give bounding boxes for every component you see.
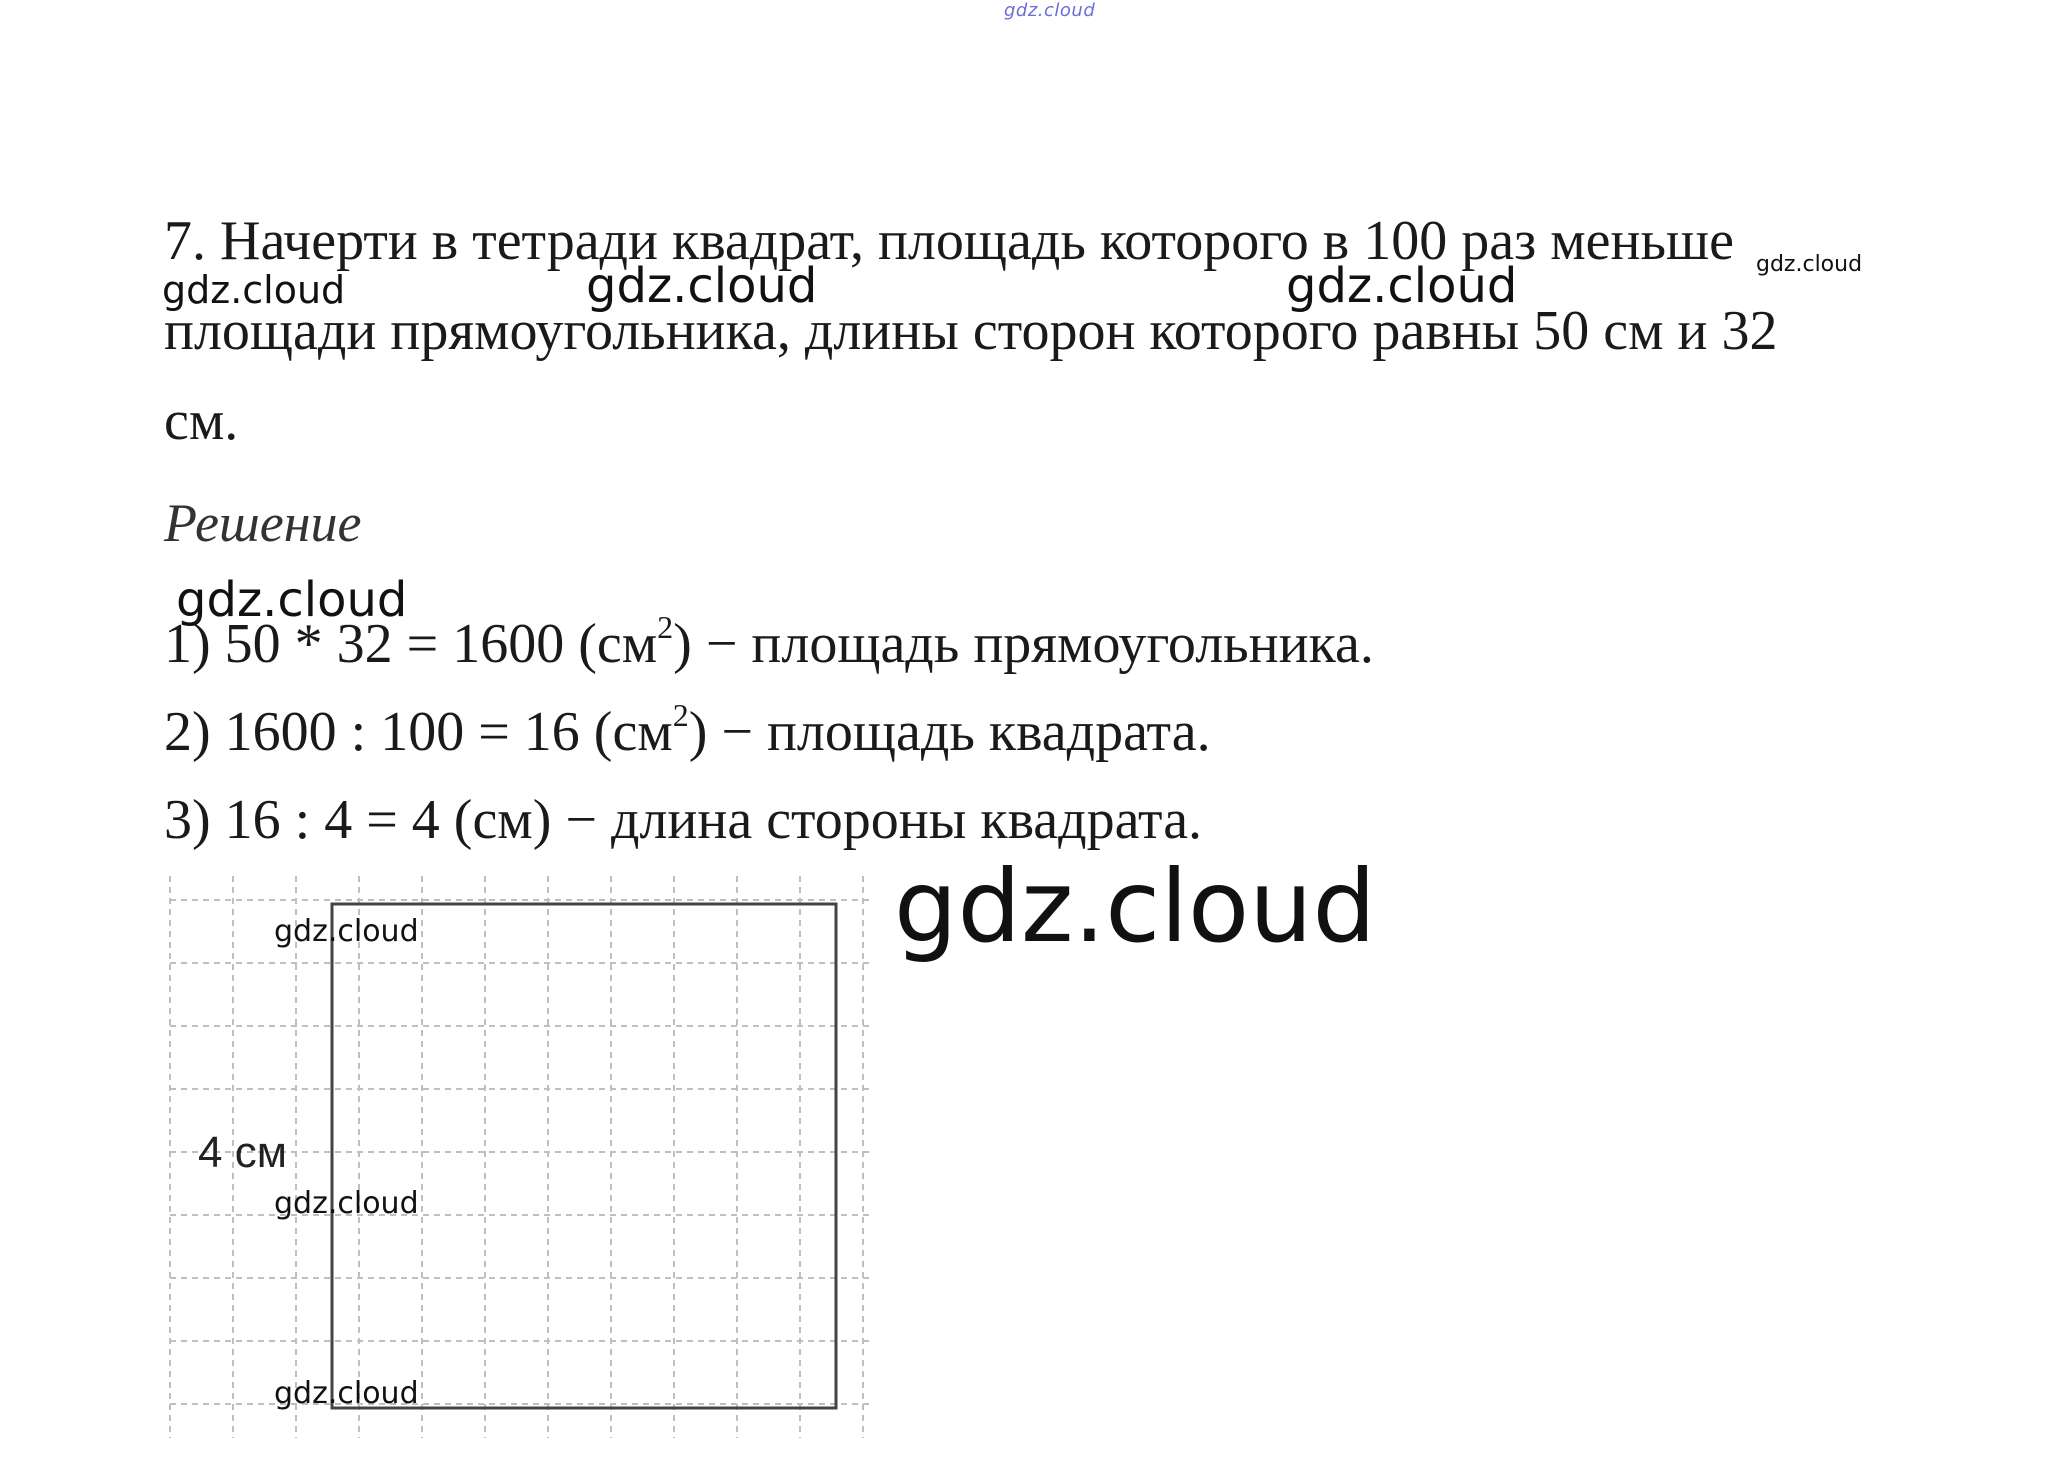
step-1-superscript: 2 bbox=[657, 609, 674, 645]
problem-line-2: площади прямоугольника, длины сторон которого равны 50 см и 32 bbox=[164, 300, 1778, 362]
step-2-prefix: 2) 1600 : 100 = 16 (см bbox=[164, 701, 673, 763]
watermark: gdz.cloud bbox=[894, 848, 1377, 965]
drawn-square bbox=[332, 904, 836, 1408]
watermark: gdz.cloud bbox=[1756, 252, 1863, 277]
solution-title: Решение bbox=[164, 493, 362, 553]
top-watermark: gdz.cloud bbox=[1004, 0, 1096, 21]
solution-step-3: 3) 16 : 4 = 4 (см) − длина стороны квадрата. bbox=[164, 789, 1203, 851]
step-1-suffix: ) − площадь прямоугольника. bbox=[673, 613, 1374, 675]
step-1-prefix: 1) 50 * 32 = 1600 (см bbox=[164, 613, 658, 675]
step-2-superscript: 2 bbox=[672, 697, 689, 733]
watermark: gdz.cloud bbox=[274, 914, 419, 949]
watermark: gdz.cloud bbox=[1286, 258, 1518, 314]
solution-step-2 bbox=[164, 697, 1211, 764]
watermark: gdz.cloud bbox=[176, 572, 408, 628]
problem-line-3: см. bbox=[164, 390, 239, 452]
watermark: gdz.cloud bbox=[162, 268, 346, 312]
step-2-suffix: ) − площадь квадрата. bbox=[688, 701, 1211, 763]
square-side-label: 4 см bbox=[198, 1128, 287, 1177]
problem-statement bbox=[164, 196, 1904, 466]
watermark: gdz.cloud bbox=[274, 1376, 419, 1411]
watermark: gdz.cloud bbox=[586, 258, 818, 314]
watermark: gdz.cloud bbox=[274, 1186, 419, 1221]
problem-line-1: 7. Начерти в тетради квадрат, площадь которого в 100 раз меньше bbox=[164, 210, 1734, 272]
